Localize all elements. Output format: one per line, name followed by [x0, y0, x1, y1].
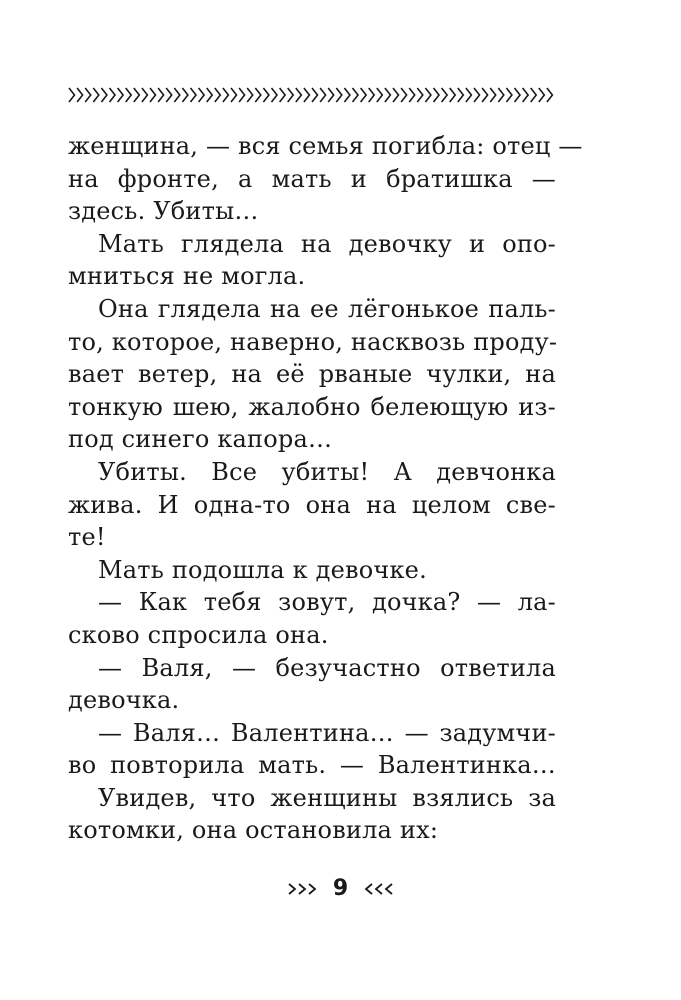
page-number: 9: [332, 876, 349, 901]
text-line: Она глядела на ее лёгонькое паль-: [98, 294, 556, 323]
text-line: вает ветер, на её рваные чулки, на: [68, 360, 556, 389]
text-line: на фронте, а мать и братишка —: [68, 164, 556, 193]
text-line: сково спросила она.: [68, 620, 329, 649]
chevron-left-ornament-icon: [360, 882, 394, 896]
body-text: [68, 130, 583, 847]
text-line: женщина, — вся семья погибла: отец —: [68, 132, 583, 160]
text-line: — Валя… Валентина… — задумчи-: [98, 718, 556, 747]
text-line: Убиты. Все убиты! А девчонка: [98, 457, 556, 486]
chevron-right-ornament-icon: [287, 882, 321, 896]
text-line: то, которое, наверно, насквозь проду-: [68, 327, 558, 356]
text-line: здесь. Убиты…: [68, 197, 259, 226]
text-line: те!: [68, 523, 106, 552]
text-line: — Валя, — безучастно ответила: [98, 653, 556, 682]
text-line: жива. И одна-то она на целом све-: [68, 490, 556, 519]
text-line: котомки, она остановила их:: [68, 816, 439, 845]
text-line: во повторила мать. — Валентинка…: [68, 751, 556, 780]
text-line: Мать подошла к девочке.: [98, 555, 427, 584]
text-line: — Как тебя зовут, дочка? — ла-: [98, 588, 556, 617]
page-footer: [0, 874, 681, 904]
text-line: Мать глядела на девочку и опо-: [98, 229, 556, 258]
text-line: девочка.: [68, 686, 180, 715]
decorative-chevron-border: [68, 86, 554, 104]
text-line: Увидев, что женщины взялись за: [98, 783, 556, 812]
text-line: тонкую шею, жалобно белеющую из-: [68, 392, 556, 421]
text-line: мниться не могла.: [68, 262, 306, 291]
text-line: под синего капора…: [68, 425, 333, 454]
